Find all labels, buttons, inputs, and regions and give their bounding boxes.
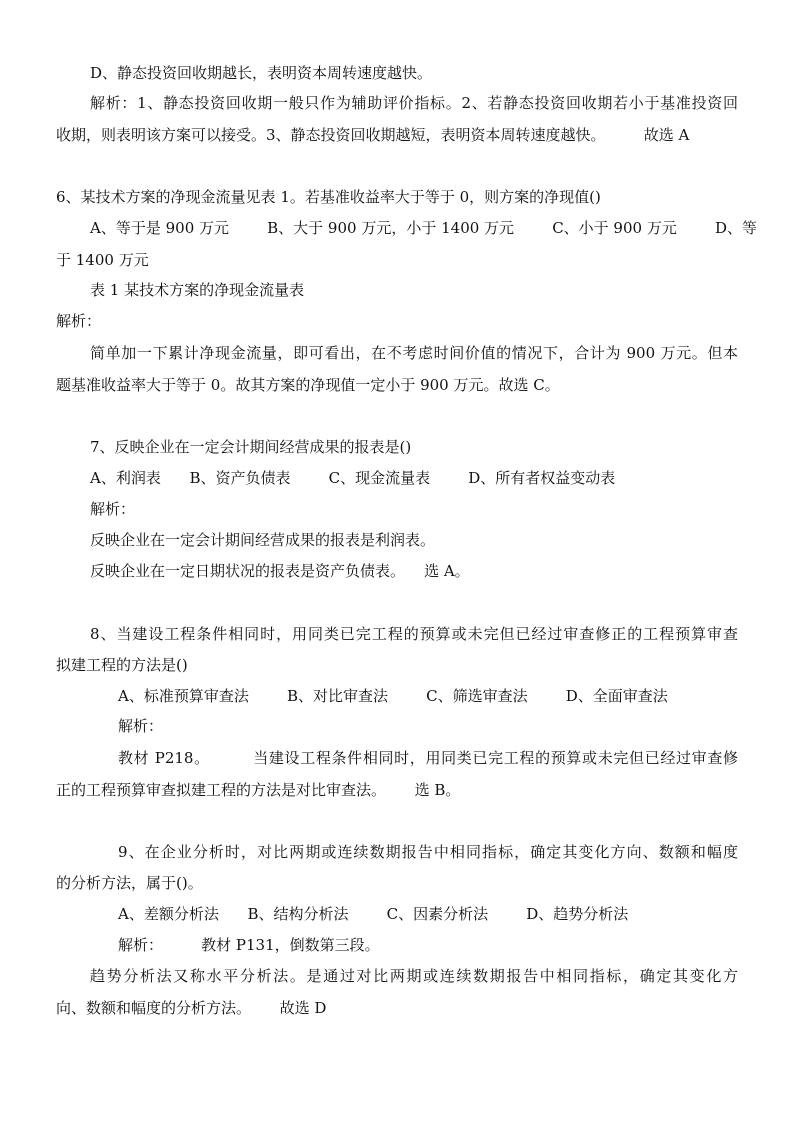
q5-option-d: D、静态投资回收期越长，表明资本周转速度越快。 xyxy=(90,64,433,82)
q6-analysis-label: 解析： xyxy=(56,312,102,330)
q6-stem: 6、某技术方案的净现金流量见表 1。若基准收益率大于等于 0，则方案的净现值() xyxy=(56,188,601,206)
q9-analysis-line1: 趋势分析法又称水平分析法。是通过对比两期或连续数期报告中相同指标，确定其变化方 xyxy=(90,967,738,985)
q6-options-line2: 于 1400 万元 xyxy=(56,251,149,269)
q7-analysis-line1: 反映企业在一定会计期间经营成果的报表是利润表。 xyxy=(90,531,436,549)
q7-options: A、利润表 B、资产负债表 C、现金流量表 D、所有者权益变动表 xyxy=(90,469,616,487)
q7-stem: 7、反映企业在一定会计期间经营成果的报表是() xyxy=(90,438,412,456)
q8-analysis-line1: 教材 P218。 当建设工程条件相同时，用同类已完工程的预算或未完但已经过审查修 xyxy=(118,749,738,767)
q6-analysis-line1: 简单加一下累计净现金流量，即可看出，在不考虑时间价值的情况下，合计为 900 万元。但本 xyxy=(90,344,738,362)
q6-analysis-line2: 题基准收益率大于等于 0。故其方案的净现值一定小于 900 万元。故选 C。 xyxy=(56,376,560,394)
q9-options: A、差额分析法 B、结构分析法 C、因素分析法 D、趋势分析法 xyxy=(118,905,629,923)
q9-stem-line1: 9、在企业分析时，对比两期或连续数期报告中相同指标，确定其变化方向、数额和幅度 xyxy=(118,843,738,861)
q8-options: A、标准预算审查法 B、对比审查法 C、筛选审查法 D、全面审查法 xyxy=(118,687,668,705)
q7-analysis-label: 解析： xyxy=(90,500,136,518)
q8-stem-line2: 拟建工程的方法是() xyxy=(56,656,188,674)
q6-options-line1: A、等于是 900 万元 B、大于 900 万元，小于 1400 万元 C、小于 900 万元 D、等 xyxy=(90,219,758,237)
q8-analysis-label: 解析： xyxy=(118,717,164,735)
q5-analysis-line1: 解析：1、静态投资回收期一般只作为辅助评价指标。2、若静态投资回收期若小于基准投资回 xyxy=(90,94,738,112)
q8-stem-line1: 8、当建设工程条件相同时，用同类已完工程的预算或未完但已经过审查修正的工程预算审查 xyxy=(90,625,738,643)
q7-analysis-line2: 反映企业在一定日期状况的报表是资产负债表。 选 A。 xyxy=(90,562,470,580)
q6-table-caption: 表 1 某技术方案的净现金流量表 xyxy=(90,281,305,299)
q8-analysis-line2: 正的工程预算审查拟建工程的方法是对比审查法。 选 B。 xyxy=(56,781,461,799)
q5-analysis-line2: 收期，则表明该方案可以接受。3、静态投资回收期越短，表明资本周转速度越快。 故选 A xyxy=(56,126,690,144)
q9-stem-line2: 的分析方法，属于()。 xyxy=(56,874,203,892)
q9-analysis-label: 解析： 教材 P131，倒数第三段。 xyxy=(118,936,380,954)
q9-analysis-line2: 向、数额和幅度的分析方法。 故选 D xyxy=(56,999,327,1017)
